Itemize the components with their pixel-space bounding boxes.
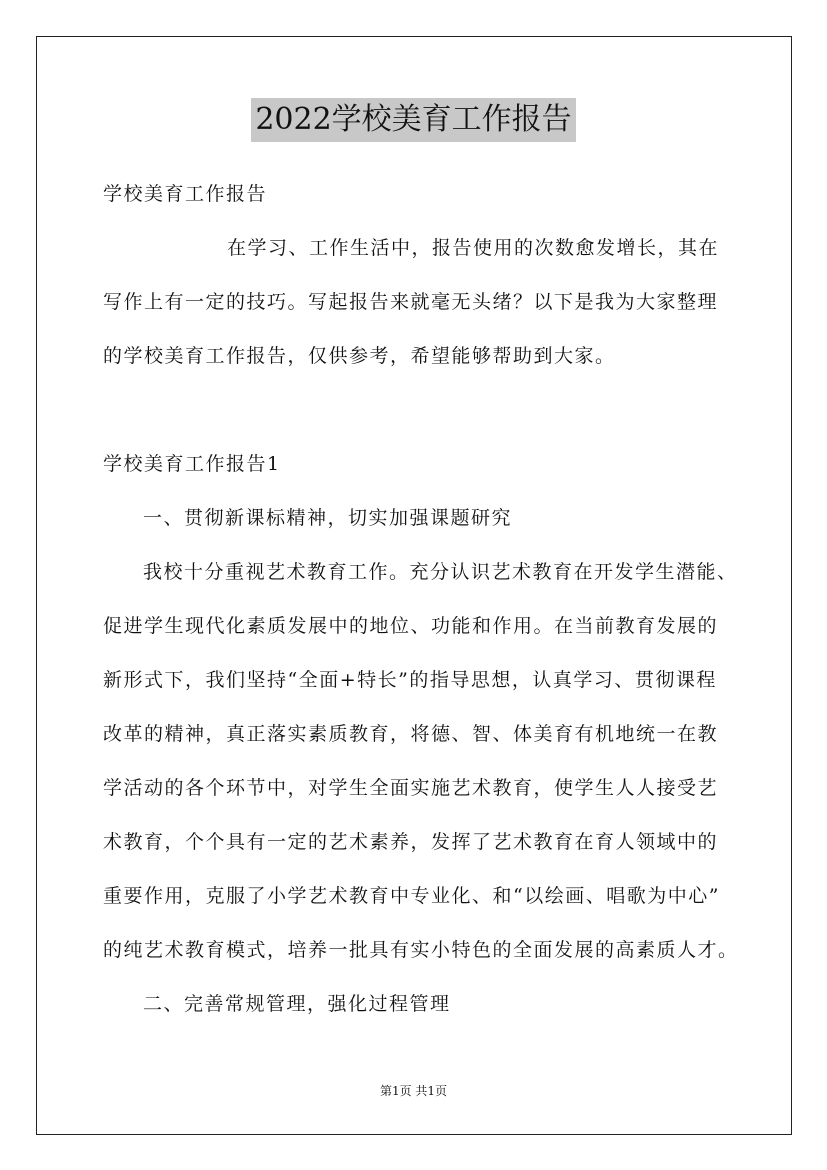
subtitle-line: 学校美育工作报告 <box>103 183 268 205</box>
title-container <box>0 98 827 142</box>
body-line: 新形式下，我们坚持“全面+特长”的指导思想，认真学习、贯彻课程 <box>103 669 717 691</box>
subsection-heading: 一、贯彻新课标精神，切实加强课题研究 <box>143 507 513 529</box>
body-line: 改革的精神，真正落实素质教育，将德、智、体美育有机地统一在教 <box>103 723 719 745</box>
body-line: 我校十分重视艺术教育工作。充分认识艺术教育在开发学生潜能、 <box>143 561 738 583</box>
body-line: 写作上有一定的技巧。写起报告来就毫无头绪？以下是我为大家整理 <box>103 291 719 313</box>
body-line: 重要作用，克服了小学艺术教育中专业化、和“以绘画、唱歌为中心” <box>103 885 720 907</box>
body-line: 的纯艺术教育模式，培养一批具有实小特色的全面发展的高素质人才。 <box>103 939 739 961</box>
body-line: 术教育，个个具有一定的艺术素养，发挥了艺术教育在育人领域中的 <box>103 831 719 853</box>
page-footer: 第1页 共1页 <box>379 1084 448 1098</box>
document-title: 2022学校美育工作报告 <box>251 98 575 142</box>
subsection-heading: 二、完善常规管理，强化过程管理 <box>143 993 451 1015</box>
body-line: 促进学生现代化素质发展中的地位、功能和作用。在当前教育发展的 <box>103 615 719 637</box>
section-heading: 学校美育工作报告1 <box>103 453 281 475</box>
body-line: 的学校美育工作报告，仅供参考，希望能够帮助到大家。 <box>103 345 616 367</box>
body-line: 在学习、工作生活中，报告使用的次数愈发增长，其在 <box>227 237 720 259</box>
body-line: 学活动的各个环节中，对学生全面实施艺术教育，使学生人人接受艺 <box>103 777 719 799</box>
